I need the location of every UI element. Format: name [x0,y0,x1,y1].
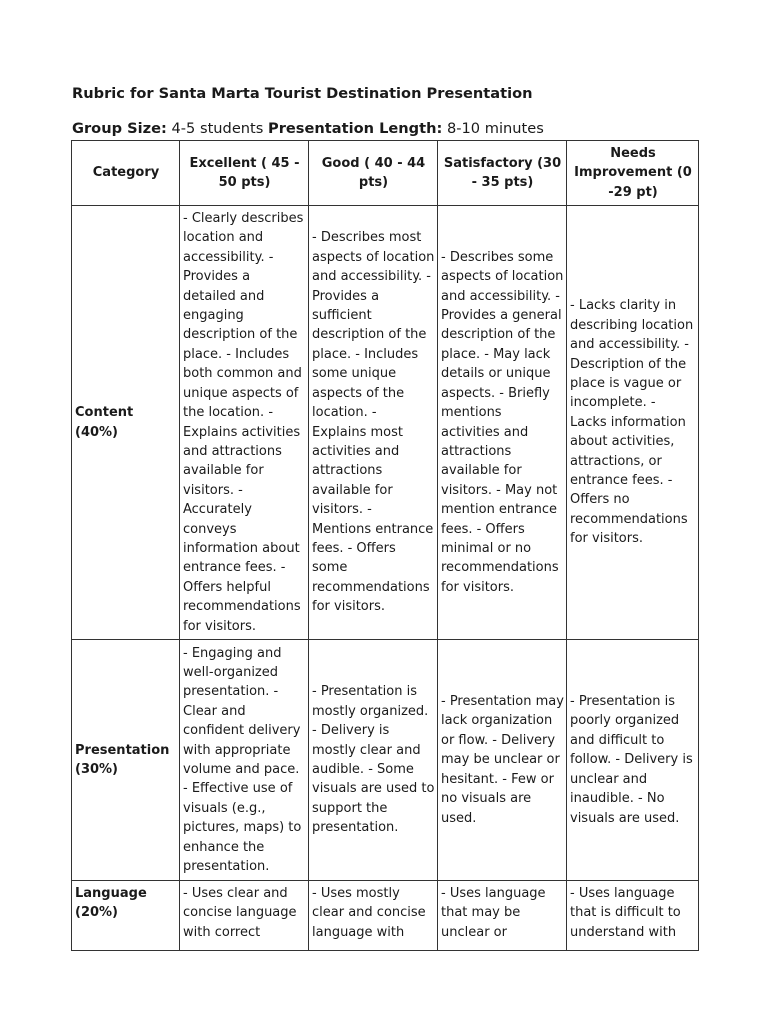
presentation-excellent-cell: - Engaging and well-organized presentation. - Clear and confident delivery with appropriate volume and pace. - Effective use of visuals (e.g., pictures, maps) to enhance the presentation. [180,640,309,881]
category-content: Content (40%) [72,206,180,640]
presentation-satisfactory-cell: - Presentation may lack organization or flow. - Delivery may be unclear or hesitant. - Few or no visuals are used. [438,640,567,881]
language-needs-improvement-text: - Uses language that is difficult to understand with [570,886,681,940]
table-row [72,640,699,881]
header-satisfactory: Satisfactory (30 - 35 pts) [438,141,567,206]
content-good-cell: - Describes most aspects of location and accessibility. - Provides a sufficient description of the place. - Includes some unique aspects of the location. - Explains most activities and attractions available for visitors. - Mentions entrance fees. - Offers some recommendations for visitors. [309,206,438,640]
content-satisfactory-cell: - Describes some aspects of location and accessibility. - Provides a general description of the place. - May lack details or unique aspects. - Briefly mentions activities and attractions available for visitors. - May not mention entrance fees. - Offers minimal or no recommendations for visitors. [438,206,567,640]
presentation-length-label: Presentation Length: [268,120,443,137]
table-row [72,881,699,951]
header-good: Good ( 40 - 44 pts) [309,141,438,206]
header-row [72,141,699,206]
header-needs-improvement: Needs Improvement (0 -29 pt) [567,141,699,206]
content-needs-improvement-cell: - Lacks clarity in describing location and accessibility. - Description of the place is vague or incomplete. - Lacks information about activities, attractions, or entrance fees. - Offers no recommendations for visitors. [567,206,699,640]
header-category: Category [72,141,180,206]
language-good-text: - Uses mostly clear and concise language with [312,886,426,940]
table-row [72,206,699,640]
category-presentation: Presentation (30%) [72,640,180,881]
language-good-cell [309,881,438,951]
presentation-meta [72,120,544,137]
language-excellent-text: - Uses clear and concise language with correct [183,886,297,940]
content-excellent-cell: - Clearly describes location and accessibility. - Provides a detailed and engaging description of the place. - Includes both common and unique aspects of the location. - Explains activities and attractions available for visitors. - Accurately conveys information about entrance fees. - Offers helpful recommendations for visitors. [180,206,309,640]
presentation-length-value: 8-10 minutes [446,120,544,137]
language-needs-improvement-cell [567,881,699,951]
language-satisfactory-cell [438,881,567,951]
page-title: Rubric for Santa Marta Tourist Destination Presentation [72,85,533,102]
group-size-value: 4-5 students [171,120,264,137]
category-language: Language (20%) [72,881,180,951]
presentation-needs-improvement-cell: - Presentation is poorly organized and difficult to follow. - Delivery is unclear and inaudible. - No visuals are used. [567,640,699,881]
presentation-good-cell: - Presentation is mostly organized. - Delivery is mostly clear and audible. - Some visuals are used to support the presentation. [309,640,438,881]
header-excellent: Excellent ( 45 - 50 pts) [180,141,309,206]
group-size-label: Group Size: [72,120,167,137]
language-satisfactory-text: - Uses language that may be unclear or [441,886,546,940]
rubric-table [71,140,699,951]
language-excellent-cell [180,881,309,951]
